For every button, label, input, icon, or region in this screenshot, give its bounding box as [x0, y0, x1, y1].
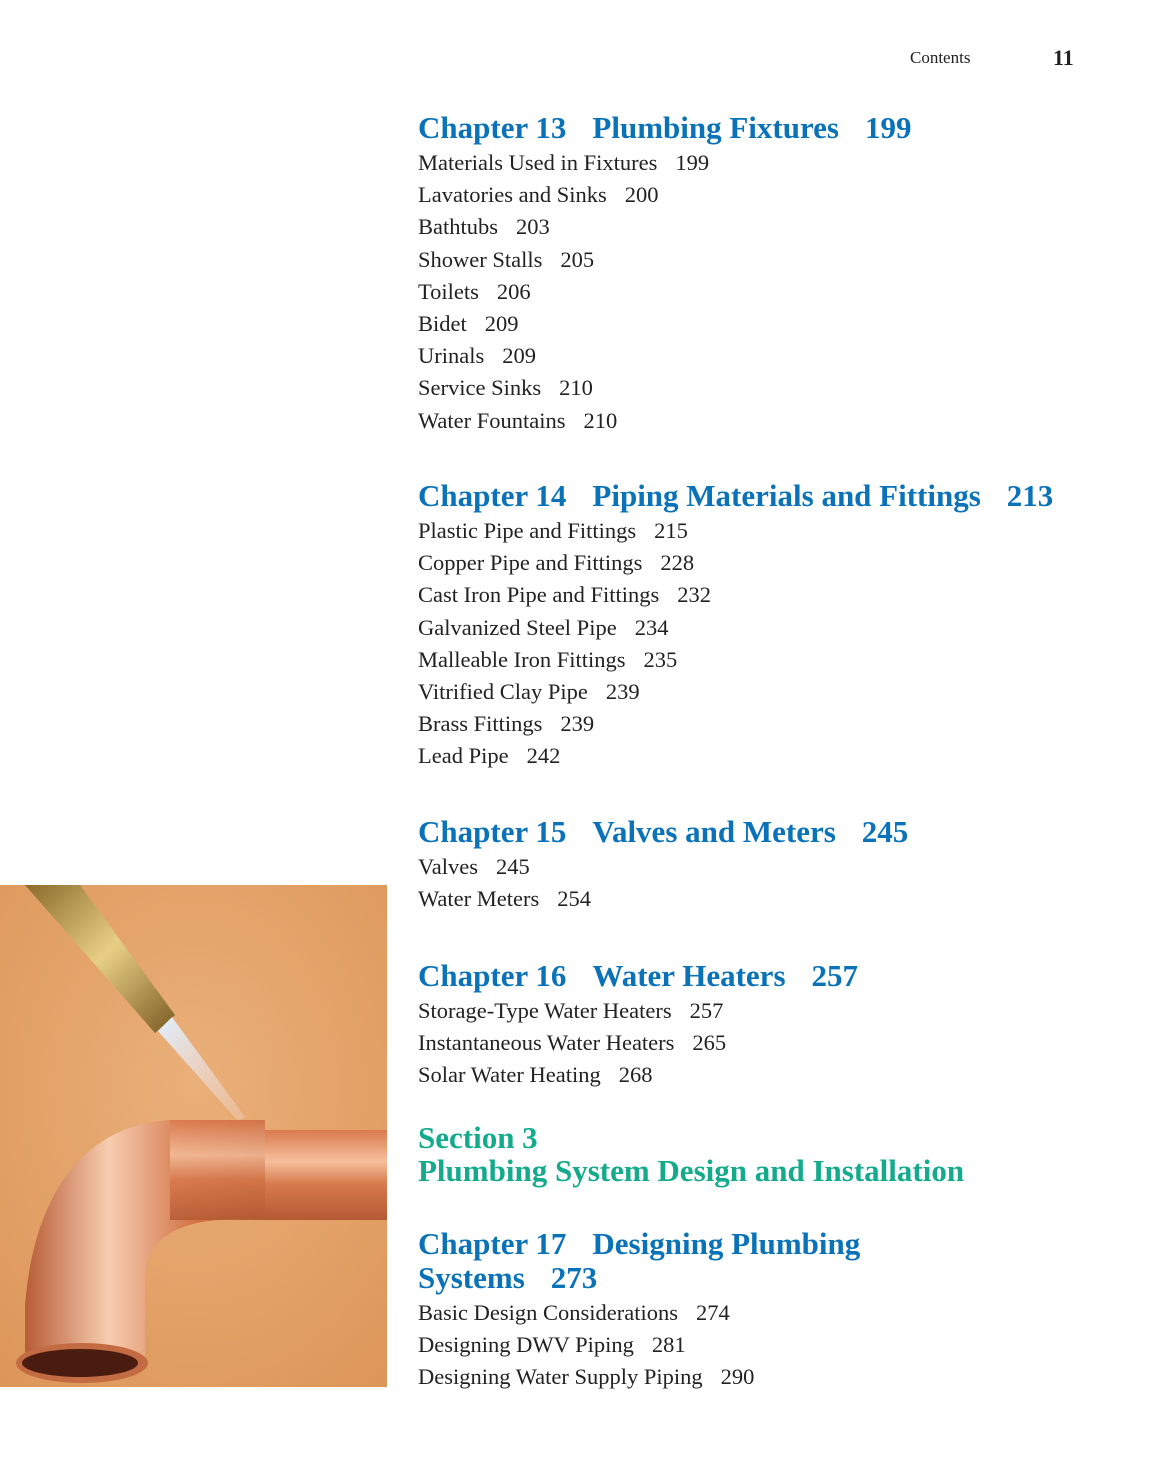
- chapter-page: 273: [550, 1260, 598, 1295]
- chapter-17-heading[interactable]: [418, 1227, 938, 1297]
- section-title: Plumbing System Design and Installation: [418, 1153, 965, 1188]
- toc-entry[interactable]: [418, 1027, 858, 1059]
- section-3-heading[interactable]: [418, 1121, 964, 1187]
- chapter-14-block: [418, 479, 1053, 773]
- chapter-13-heading[interactable]: [418, 111, 912, 147]
- entry-page: 234: [634, 614, 669, 640]
- entry-title: Designing DWV Piping: [418, 1332, 634, 1358]
- toc-entry[interactable]: [418, 851, 908, 883]
- entry-page: 210: [583, 407, 618, 433]
- chapter-page: 245: [861, 814, 909, 849]
- toc-entry[interactable]: [418, 1059, 858, 1091]
- entry-title: Valves: [418, 854, 478, 879]
- entry-page: 215: [654, 518, 688, 543]
- entry-page: 239: [560, 711, 595, 737]
- entry-page: 254: [557, 886, 592, 912]
- entry-page: 265: [692, 1030, 727, 1056]
- toc-entry[interactable]: [418, 708, 1053, 740]
- toc-entry[interactable]: [418, 276, 912, 308]
- entry-title: Designing Water Supply Piping: [418, 1364, 703, 1390]
- entry-page: 274: [695, 1300, 730, 1325]
- entry-page: 205: [560, 246, 595, 272]
- entry-page: 228: [660, 550, 695, 576]
- entry-page: 232: [677, 582, 711, 608]
- chapter-page: 213: [1006, 478, 1054, 513]
- chapter-13-block: [418, 111, 912, 437]
- entry-title: Toilets: [418, 278, 479, 304]
- toc-entry[interactable]: [418, 1361, 938, 1393]
- entry-page: 242: [526, 743, 561, 769]
- entry-page: 209: [502, 343, 536, 369]
- chapter-label: Chapter 17: [418, 1226, 567, 1261]
- entry-page: 245: [496, 854, 530, 879]
- toc-entry[interactable]: [418, 372, 912, 404]
- entry-title: Shower Stalls: [418, 246, 543, 272]
- entry-title: Brass Fittings: [418, 711, 543, 737]
- toc-entry[interactable]: [418, 547, 1053, 579]
- section-label: Section 3: [418, 1120, 538, 1155]
- toc-entry[interactable]: [418, 211, 912, 243]
- entry-title: Storage-Type Water Heaters: [418, 998, 672, 1023]
- entry-title: Lead Pipe: [418, 743, 509, 769]
- chapter-title: Plumbing Fixtures: [592, 110, 839, 145]
- entry-page: 206: [496, 278, 531, 304]
- chapter-15-block: [418, 815, 908, 915]
- toc-entry[interactable]: [418, 405, 912, 437]
- toc-entry[interactable]: [418, 883, 908, 915]
- chapter-page: 199: [865, 110, 912, 145]
- chapter-label: Chapter 13: [418, 110, 567, 145]
- entry-page: 203: [516, 214, 550, 240]
- chapter-16-block: [418, 959, 858, 1092]
- entry-title: Galvanized Steel Pipe: [418, 614, 617, 640]
- toc-entry[interactable]: [418, 515, 1053, 547]
- entry-title: Cast Iron Pipe and Fittings: [418, 582, 660, 608]
- entry-title: Bathtubs: [418, 214, 499, 240]
- entry-title: Lavatories and Sinks: [418, 182, 607, 208]
- entry-title: Copper Pipe and Fittings: [418, 550, 643, 576]
- entry-page: 257: [689, 998, 724, 1023]
- page-number: 11: [1053, 45, 1074, 70]
- entry-title: Urinals: [418, 343, 485, 369]
- entry-title: Solar Water Heating: [418, 1062, 601, 1088]
- toc-entry[interactable]: [418, 308, 912, 340]
- entry-title: Materials Used in Fixtures: [418, 150, 658, 175]
- entry-title: Instantaneous Water Heaters: [418, 1030, 675, 1056]
- toc-entry[interactable]: [418, 995, 858, 1027]
- chapter-title: Valves and Meters: [592, 814, 836, 849]
- chapter-16-heading[interactable]: [418, 959, 858, 995]
- chapter-label: Chapter 15: [418, 814, 567, 849]
- chapter-page: 257: [811, 958, 859, 993]
- entry-title: Water Meters: [418, 886, 540, 912]
- entry-page: 290: [720, 1364, 755, 1390]
- entry-title: Basic Design Considerations: [418, 1300, 678, 1325]
- copper-elbow-torch-photo: [0, 885, 387, 1387]
- entry-page: 209: [484, 311, 519, 337]
- entry-page: 268: [618, 1062, 653, 1088]
- entry-title: Vitrified Clay Pipe: [418, 679, 588, 705]
- toc-entry[interactable]: [418, 1329, 938, 1361]
- entry-title: Malleable Iron Fittings: [418, 646, 626, 672]
- toc-entry[interactable]: [418, 179, 912, 211]
- toc-entry[interactable]: [418, 244, 912, 276]
- chapter-17-block: [418, 1227, 938, 1394]
- entry-title: Service Sinks: [418, 375, 542, 401]
- chapter-label: Chapter 14: [418, 478, 567, 513]
- chapter-15-heading[interactable]: [418, 815, 908, 851]
- toc-entry[interactable]: [418, 676, 1053, 708]
- toc-entry[interactable]: [418, 579, 1053, 611]
- toc-entry[interactable]: [418, 147, 912, 179]
- chapter-label: Chapter 16: [418, 958, 567, 993]
- toc-entry[interactable]: [418, 612, 1053, 644]
- toc-entry[interactable]: [418, 644, 1053, 676]
- entry-page: 210: [559, 375, 593, 401]
- entry-page: 235: [643, 646, 678, 672]
- entry-title: Water Fountains: [418, 407, 566, 433]
- toc-entry[interactable]: [418, 1297, 938, 1329]
- chapter-title-line1: Designing Plumbing: [592, 1226, 861, 1261]
- chapter-title-line2: Systems: [418, 1260, 525, 1295]
- running-header: Contents: [910, 48, 971, 67]
- toc-entry[interactable]: [418, 340, 912, 372]
- entry-page: 199: [675, 150, 710, 175]
- toc-entry[interactable]: [418, 740, 1053, 772]
- chapter-title: Piping Materials and Fittings: [592, 478, 981, 513]
- entry-page: 200: [624, 182, 659, 208]
- entry-title: Bidet: [418, 311, 467, 337]
- entry-page: 281: [651, 1332, 686, 1358]
- entry-title: Plastic Pipe and Fittings: [418, 518, 637, 543]
- chapter-14-heading[interactable]: [418, 479, 1053, 515]
- chapter-title: Water Heaters: [592, 958, 786, 993]
- entry-page: 239: [605, 679, 640, 705]
